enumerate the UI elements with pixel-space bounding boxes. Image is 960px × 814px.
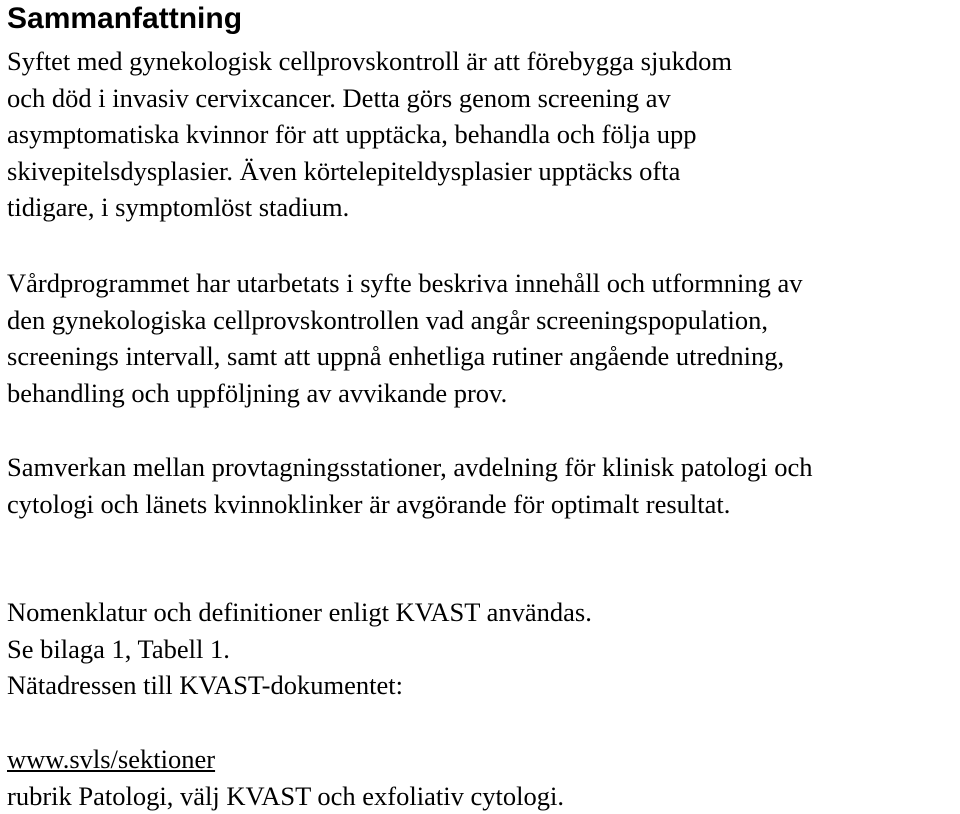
text-line: skivepitelsdysplasier. Även körtelepiteldysplasier upptäcks ofta	[7, 155, 681, 186]
section-heading: Sammanfattning	[7, 2, 243, 35]
text-line: behandling och uppföljning av avvikande prov.	[7, 377, 508, 408]
text-line: Vårdprogrammet har utarbetats i syfte beskriva innehåll och utformning av	[7, 268, 803, 298]
paragraph-program	[7, 265, 802, 411]
text-line: Samverkan mellan provtagningsstationer, avdelning för klinisk patologi och	[7, 452, 813, 482]
link-line	[7, 741, 564, 778]
text-line: den gynekologiska cellprovskontrollen vad angår screeningspopulation,	[7, 304, 768, 335]
text-line: asymptomatiska kvinnor för att upptäcka, behandla och följa upp	[7, 119, 697, 150]
text-line: Se bilaga 1, Tabell 1.	[7, 633, 230, 664]
text-line: Syftet med gynekologisk cellprovskontroll är att förebygga sjukdom	[7, 46, 732, 76]
text-line: och död i invasiv cervixcancer. Detta görs genom screening av	[7, 82, 671, 113]
text-line: tidigare, i symptomlöst stadium.	[7, 192, 350, 223]
text-line: screenings intervall, samt att uppnå enhetliga rutiner angående utredning,	[7, 341, 785, 372]
text-line: cytologi och länets kvinnoklinker är avgörande för optimalt resultat.	[7, 488, 731, 519]
paragraph-purpose	[7, 43, 732, 226]
paragraph-nomenclature	[7, 594, 592, 704]
kvast-link[interactable]: www.svls/sektioner	[7, 744, 216, 774]
paragraph-reference	[7, 741, 564, 814]
text-line: rubrik Patologi, välj KVAST och exfoliativ cytologi.	[7, 780, 564, 811]
paragraph-collaboration	[7, 449, 813, 522]
text-line: Nomenklatur och definitioner enligt KVAST användas.	[7, 597, 592, 627]
text-line: Nätadressen till KVAST-dokumentet:	[7, 670, 403, 701]
